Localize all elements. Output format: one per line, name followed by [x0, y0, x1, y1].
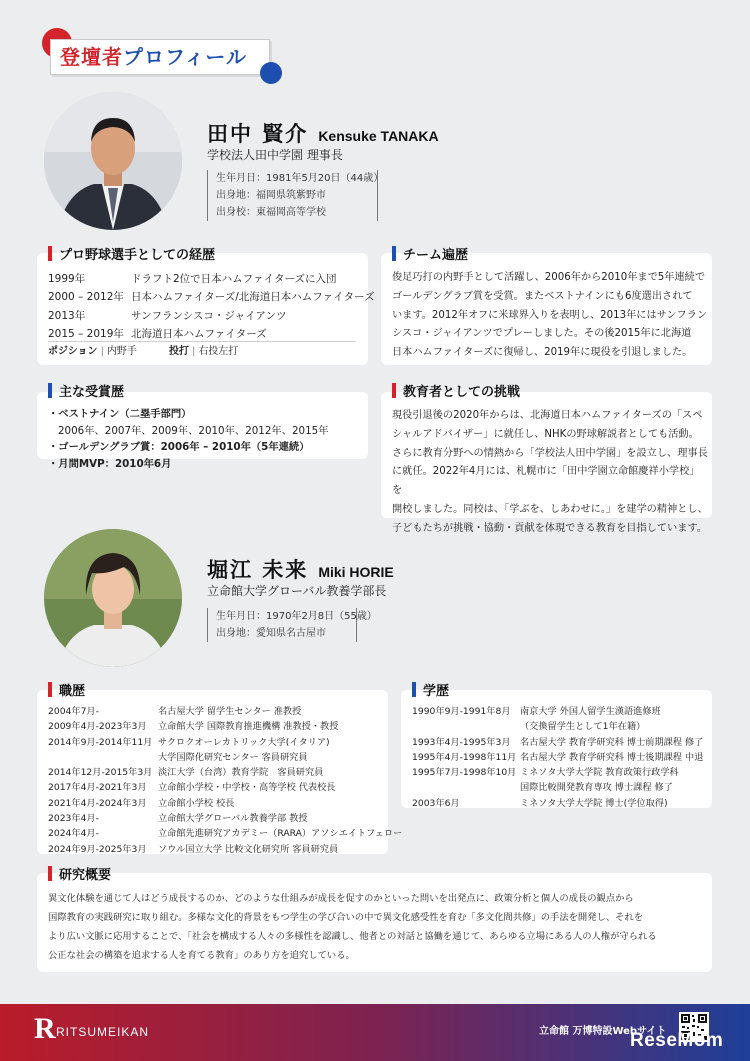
list-item: 1995年7月-1998年10月 ミネソタ大学大学院 教育政策行政学科 — [412, 767, 679, 779]
list-item: 2004年7月- 名古屋大学 留学生センター 准教授 — [48, 706, 302, 717]
job-history-list — [48, 704, 402, 857]
speaker-role-tanaka: 学校法人田中学園 理事長 — [207, 148, 343, 162]
list-item: 2024年4月- 立命館先進研究アカデミー（RARA）アソシエイトフェロー — [48, 828, 403, 840]
resemom-watermark: ReseMom — [630, 1030, 724, 1051]
birth-date: 生年月日：1970年2月8日（55歳） — [216, 611, 377, 622]
list-item: 2017年4月-2021年3月 立命館小学校・中学校・高等学校 代表校長 — [48, 782, 336, 794]
section-heading-job: 職歴 — [48, 680, 85, 699]
portrait-tanaka — [44, 92, 182, 230]
portrait-horie — [44, 529, 182, 667]
decorative-blue-dot — [260, 62, 282, 84]
name-jp: 堀江 未来 — [207, 558, 309, 582]
list-item: 2003年6月 ミネソタ大学大学院 博士(学位取得) — [412, 797, 668, 809]
birthplace: 出身地：福岡県筑紫野市 — [216, 190, 326, 201]
list-item: 2024年9月-2025年3月 ソウル国立大学 比較文化研究所 客員研究員 — [48, 843, 339, 855]
name-en: Kensuke TANAKA — [318, 128, 439, 144]
list-item: 2021年4月-2024年3月 立命館小学校 校長 — [48, 797, 235, 809]
speaker-role-horie: 立命館大学グローバル教養学部長 — [207, 584, 387, 598]
list-item: 1993年4月-1995年3月 名古屋大学 教育学研究科 博士前期課程 修了 — [412, 736, 704, 748]
career-list — [48, 270, 375, 344]
list-item: 2023年4月- 立命館大学グローバル教養学部 教授 — [48, 813, 308, 825]
list-item: 2006年、2007年、2009年、2010年、2012年、2015年 — [58, 424, 329, 437]
list-item: ・ベストナイン（二塁手部門） — [48, 408, 192, 420]
education-list — [412, 704, 703, 811]
speaker-name-tanaka — [207, 118, 439, 148]
educator-text: 現役引退後の2020年からは、北海道日本ハムファイターズの「スペ シャルアドバイザー」に就任し、NHKの野球解説者としても活動。 さらに教育分野への情熱から「学校法人田中学園」を設立し、理事長 に就任。2022年4月には、札幌市に「田中学園立命館慶祥小学校」を 開校しました。同校は、「学ぶを、しあわせに。」を建学の精神とし、 子どもたちが挑戦・協動・貢献を体現できる教育を目指しています。 — [392, 410, 708, 534]
list-item: （交換留学生として1年在籍） — [520, 721, 646, 733]
name-jp: 田中 賢介 — [207, 122, 309, 146]
list-item: 1990年9月-1991年8月 南京大学 外国人留学生漢語進修班 — [412, 706, 661, 717]
list-item: 2014年9月-2014年11月 サクロクオーレカトリック大学(イタリア) — [48, 736, 330, 748]
list-item: 国際比較開発教育専攻 博士課程 修了 — [520, 782, 673, 794]
birthplace: 出身地：愛知県名古屋市 — [216, 628, 326, 639]
section-heading-career: プロ野球選手としての経歴 — [48, 244, 215, 263]
research-text: 異文化体験を通じて人はどう成長するのか、どのような仕組みが成長を促すのかといった問いを出発点に、政策分析と個人の成長の観点から 国際教育の実践研究に取り組む。多様な文化的背景をもつ学生の学び合いの中で異文化感受性を育む「多文化間共修」の手法を開発し、それを より広い文脈に応用することで、「社会を構成する人々の多様性を認識し、他者との対話と協働を通じて、あらゆる立場にある人の人権が守られる 公正な社会の構築を追求する人を育てる教育」のあり方を追究している。 — [48, 893, 657, 961]
position-info: ポジション | 内野手 投打 | 右投左打 — [48, 346, 239, 357]
list-item: 2015 – 2019年 北海道日本ハムファイターズ — [48, 328, 267, 341]
speaker-name-horie — [207, 554, 394, 584]
list-item: 2000 – 2012年 日本ハムファイターズ/北海道日本ハムファイターズ — [48, 291, 375, 304]
ritsumeikan-logo-icon: R — [34, 1012, 56, 1045]
ritsumeikan-logo-text: RITSUMEIKAN — [56, 1025, 150, 1039]
page-title: 登壇者プロフィール — [50, 39, 270, 75]
name-en: Miki HORIE — [318, 564, 394, 580]
list-item: 2009年4月-2023年3月 立命館大学 国際教育推進機構 准教授・教授 — [48, 721, 339, 733]
birth-date: 生年月日：1981年5月20日（44歳） — [216, 173, 384, 184]
awards-list — [48, 406, 329, 472]
team-history-text: 俊足巧打の内野手として活躍し、2006年から2010年まで5年連続で ゴールデングラブ賞を受賞。またベストナインにも6度選出されて います。2012年オフに米球界入りを表明し、2013年にはサンフラン シスコ・ジャイアンツでプレーしました。その後2015年に北海道 日本ハムファイターズに復帰し、2019年に現役を引退しました。 — [392, 272, 708, 359]
alma-mater: 出身校：東福岡高等学校 — [216, 207, 326, 218]
section-heading-education: 学歴 — [412, 680, 449, 699]
list-item: 1999年 ドラフト2位で日本ハムファイターズに入団 — [48, 273, 337, 285]
section-heading-team: チーム遍歴 — [392, 244, 468, 263]
section-heading-research: 研究概要 — [48, 864, 111, 883]
list-item: ・ゴールデングラブ賞：2006年 – 2010年（5年連続） — [48, 441, 310, 453]
speaker-meta-horie — [207, 608, 377, 642]
divider — [48, 341, 356, 342]
list-item: ・月間MVP：2010年6月 — [48, 457, 172, 470]
list-item: 2014年12月-2015年3月 淡江大学（台湾）教育学院 客員研究員 — [48, 767, 324, 779]
list-item: 1995年4月-1998年11月 名古屋大学 教育学研究科 博士後期課程 中退 — [412, 751, 704, 763]
list-item: 2013年 サンフランシスコ・ジャイアンツ — [48, 309, 287, 322]
speaker-meta-tanaka — [207, 170, 384, 221]
expo-website-link[interactable]: 立命館 万博特設Webサイト — [539, 1026, 667, 1037]
section-heading-educator: 教育者としての挑戦 — [392, 381, 520, 400]
list-item: 大学国際化研究センター 客員研究員 — [158, 751, 308, 763]
section-heading-awards: 主な受賞歴 — [48, 381, 124, 400]
